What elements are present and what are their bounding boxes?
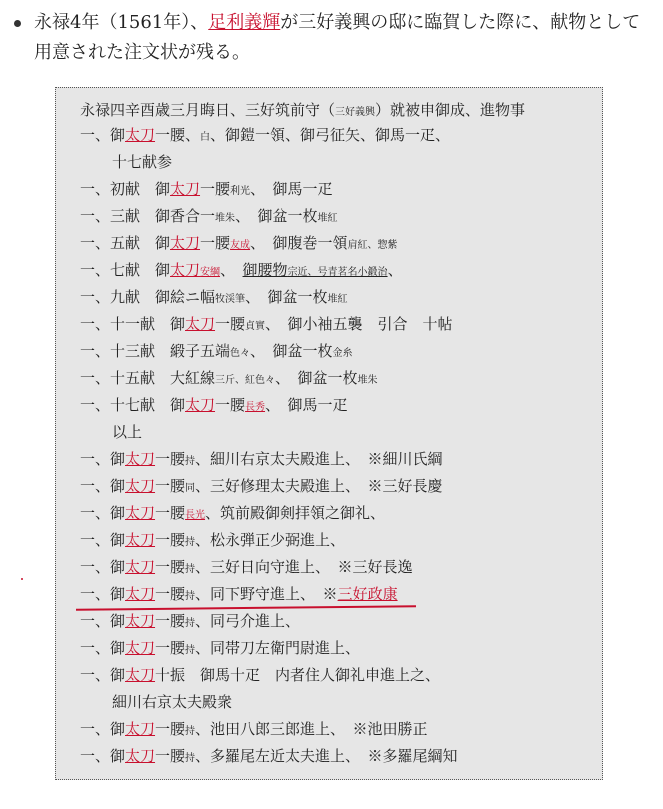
document-line [80, 179, 333, 202]
text-segment: 一、御 [80, 585, 126, 603]
text-segment: 一腰、 [155, 126, 201, 144]
text-segment: 一、五献 御 [80, 234, 171, 252]
text-segment: 、御鎧一領、御弓征矢、御馬一疋、 [210, 126, 451, 144]
text-segment: 、同下野守進上、 ※ [195, 585, 338, 603]
text-segment: 、同帯刀左衛門尉進上、 [195, 639, 361, 657]
text-segment: 十七献参 [112, 153, 173, 171]
red-link[interactable]: 太刀 [125, 747, 156, 765]
small-annotation: 貞實 [245, 321, 266, 332]
ashikaga-yoshiteru-link[interactable]: 足利義輝 [208, 12, 281, 33]
small-annotation: 持 [185, 726, 196, 737]
text-segment: 一、御 [80, 531, 126, 549]
red-link[interactable]: 太刀 [125, 558, 156, 576]
small-annotation: 三好義興 [335, 107, 376, 118]
text-segment: 一腰 [215, 315, 246, 333]
document-line [80, 206, 338, 229]
text-segment: 永禄四辛酉歳三月晦日、三好筑前守（ [80, 101, 336, 119]
text-segment: 一、三献 御香合一 [80, 207, 216, 225]
text-segment: 一、御 [80, 720, 126, 738]
text-segment: 一腰 [155, 720, 186, 738]
text-segment: 、三好修理太夫殿進上、 ※三好長慶 [195, 477, 443, 495]
red-link[interactable]: 長光 [185, 510, 206, 521]
text-segment: 、 御腹巻一領 [250, 234, 348, 252]
text-segment: 一、御 [80, 477, 126, 495]
small-annotation: 持 [185, 564, 196, 575]
text-segment: 一腰 [155, 612, 186, 630]
text-segment: 十振 御馬十疋 内者住人御礼申進上之、 [155, 666, 441, 684]
document-line [80, 503, 385, 526]
document-line [80, 719, 428, 742]
red-link[interactable]: 太刀 [125, 126, 156, 144]
text-segment: 御腰物 [242, 261, 288, 279]
document-quote-box [55, 87, 603, 780]
text-segment: 一腰 [155, 747, 186, 765]
text-segment: 以上 [112, 423, 143, 441]
red-link[interactable]: 太刀 [125, 477, 156, 495]
text-segment: 、 御盆一枚 [235, 207, 318, 225]
red-link[interactable]: 長秀 [245, 402, 266, 413]
intro-post: が三好義興の邸に臨賀した際に、献物として用意された注文状が残る。 [34, 12, 641, 63]
text-segment: 一、御 [80, 639, 126, 657]
document-line [80, 476, 443, 499]
red-link[interactable]: 太刀 [125, 504, 156, 522]
small-annotation: 持 [185, 753, 196, 764]
small-annotation: 持 [185, 591, 196, 602]
document-line [80, 746, 458, 769]
small-annotation: 色々 [230, 348, 251, 359]
small-annotation: 牧渓筆 [215, 294, 246, 305]
text-segment: 一腰 [200, 180, 231, 198]
small-annotation: 堆朱 [215, 213, 236, 224]
small-annotation: 堆紅 [317, 213, 338, 224]
text-segment: 一、七献 御 [80, 261, 171, 279]
document-line [80, 557, 413, 580]
small-annotation: 宗近、号青茗名小鍛治 [287, 267, 388, 278]
document-line [80, 449, 443, 472]
text-segment: 一、御 [80, 558, 126, 576]
intro-pre: 永禄4年（1561年）、 [34, 12, 209, 33]
text-segment: 一、御 [80, 504, 126, 522]
text-segment: 一、九献 御絵ニ幅 [80, 288, 216, 306]
document-line [80, 368, 378, 391]
small-annotation: 堆紅 [327, 294, 348, 305]
red-link[interactable]: 太刀 [185, 315, 216, 333]
document-line [80, 395, 348, 418]
document-line [80, 287, 348, 310]
small-annotation: 持 [185, 645, 196, 656]
text-segment: 一腰 [155, 585, 186, 603]
text-segment: 一、御 [80, 747, 126, 765]
red-link[interactable]: 友成 [230, 240, 251, 251]
text-segment: 一腰 [200, 234, 231, 252]
red-link[interactable]: 三好政康 [337, 585, 398, 603]
text-segment: 細川右京太夫殿衆 [112, 693, 233, 711]
text-segment: 、 [387, 261, 403, 279]
text-segment: 、 御盆一枚 [250, 342, 333, 360]
text-segment: 一、御 [80, 612, 126, 630]
text-segment: 、三好日向守進上、 ※三好長逸 [195, 558, 413, 576]
text-segment: 一腰 [155, 558, 186, 576]
red-link[interactable]: 太刀 [125, 531, 156, 549]
document-line [112, 152, 172, 172]
text-segment: 、多羅尾左近太夫進上、 ※多羅尾綱知 [195, 747, 458, 765]
document-line [80, 611, 300, 634]
text-segment: 、 御盆一枚 [275, 369, 358, 387]
text-segment: 、 [220, 261, 243, 279]
document-line [112, 422, 142, 442]
red-link[interactable]: 太刀 [185, 396, 216, 414]
text-segment: ）就被申御成、進物事 [375, 101, 526, 119]
text-segment: 一腰 [155, 531, 186, 549]
small-annotation: 同 [185, 483, 196, 494]
text-segment: 一、御 [80, 450, 126, 468]
small-annotation: 利光 [230, 186, 251, 197]
document-line [80, 665, 440, 685]
text-segment: 、筑前殿御剣拝領之御礼、 [205, 504, 386, 522]
text-segment: 一腰 [215, 396, 246, 414]
text-segment: 一、十一献 御 [80, 315, 186, 333]
document-line [80, 125, 450, 148]
intro-text [34, 8, 655, 68]
text-segment: 、 御馬一疋 [265, 396, 348, 414]
red-link[interactable]: 太刀 [125, 450, 156, 468]
text-segment: 、細川右京太夫殿進上、 ※細川氏綱 [195, 450, 443, 468]
small-annotation: 堆朱 [357, 375, 378, 386]
small-annotation: 持 [185, 618, 196, 629]
bullet-icon [14, 20, 21, 27]
document-line [80, 314, 453, 337]
text-segment: 一、御 [80, 666, 126, 684]
red-link[interactable]: 太刀 [125, 666, 156, 684]
red-link[interactable]: 太刀 [125, 612, 156, 630]
text-segment: 一、十七献 御 [80, 396, 186, 414]
text-segment: 一腰 [155, 639, 186, 657]
text-segment: 、同弓介進上、 [195, 612, 301, 630]
document-line [80, 638, 360, 661]
intro-bullet [10, 8, 655, 68]
red-link[interactable]: 太刀 [125, 639, 156, 657]
small-annotation: 持 [185, 537, 196, 548]
small-annotation: 白 [200, 132, 211, 143]
red-link[interactable]: 太刀 [170, 180, 201, 198]
text-segment: 、 御小袖五襲 引合 十帖 [265, 315, 453, 333]
document-header [80, 100, 525, 123]
document-line [112, 692, 232, 712]
document-line [80, 341, 353, 364]
red-dot-mark [21, 578, 23, 580]
text-segment: 一腰 [155, 504, 186, 522]
small-annotation: 金糸 [332, 348, 353, 359]
small-annotation: 持 [185, 456, 196, 467]
red-link[interactable]: 太刀 [170, 234, 201, 252]
document-line [80, 584, 398, 607]
small-annotation: 三斤、紅色々 [215, 375, 276, 386]
red-link[interactable]: 太刀 [125, 720, 156, 738]
text-segment: 一腰 [155, 450, 186, 468]
text-segment: 、池田八郎三郎進上、 ※池田勝正 [195, 720, 428, 738]
text-segment: 一、初献 御 [80, 180, 171, 198]
document-line [80, 530, 345, 553]
text-segment: 一、御 [80, 126, 126, 144]
red-link[interactable]: 太刀 [170, 261, 201, 279]
text-segment: 一腰 [155, 477, 186, 495]
small-annotation: 肩紅、惣紫 [347, 240, 398, 251]
text-segment: 、松永弾正少弼進上、 [195, 531, 346, 549]
text-segment: 、 御馬一疋 [250, 180, 333, 198]
document-line [80, 260, 403, 283]
text-segment: 一、十五献 大紅線 [80, 369, 216, 387]
red-link[interactable]: 安綱 [200, 267, 221, 278]
text-segment: 一、十三献 緞子五端 [80, 342, 231, 360]
document-line [80, 233, 398, 256]
red-link[interactable]: 太刀 [125, 585, 156, 603]
text-segment: 、 御盆一枚 [245, 288, 328, 306]
